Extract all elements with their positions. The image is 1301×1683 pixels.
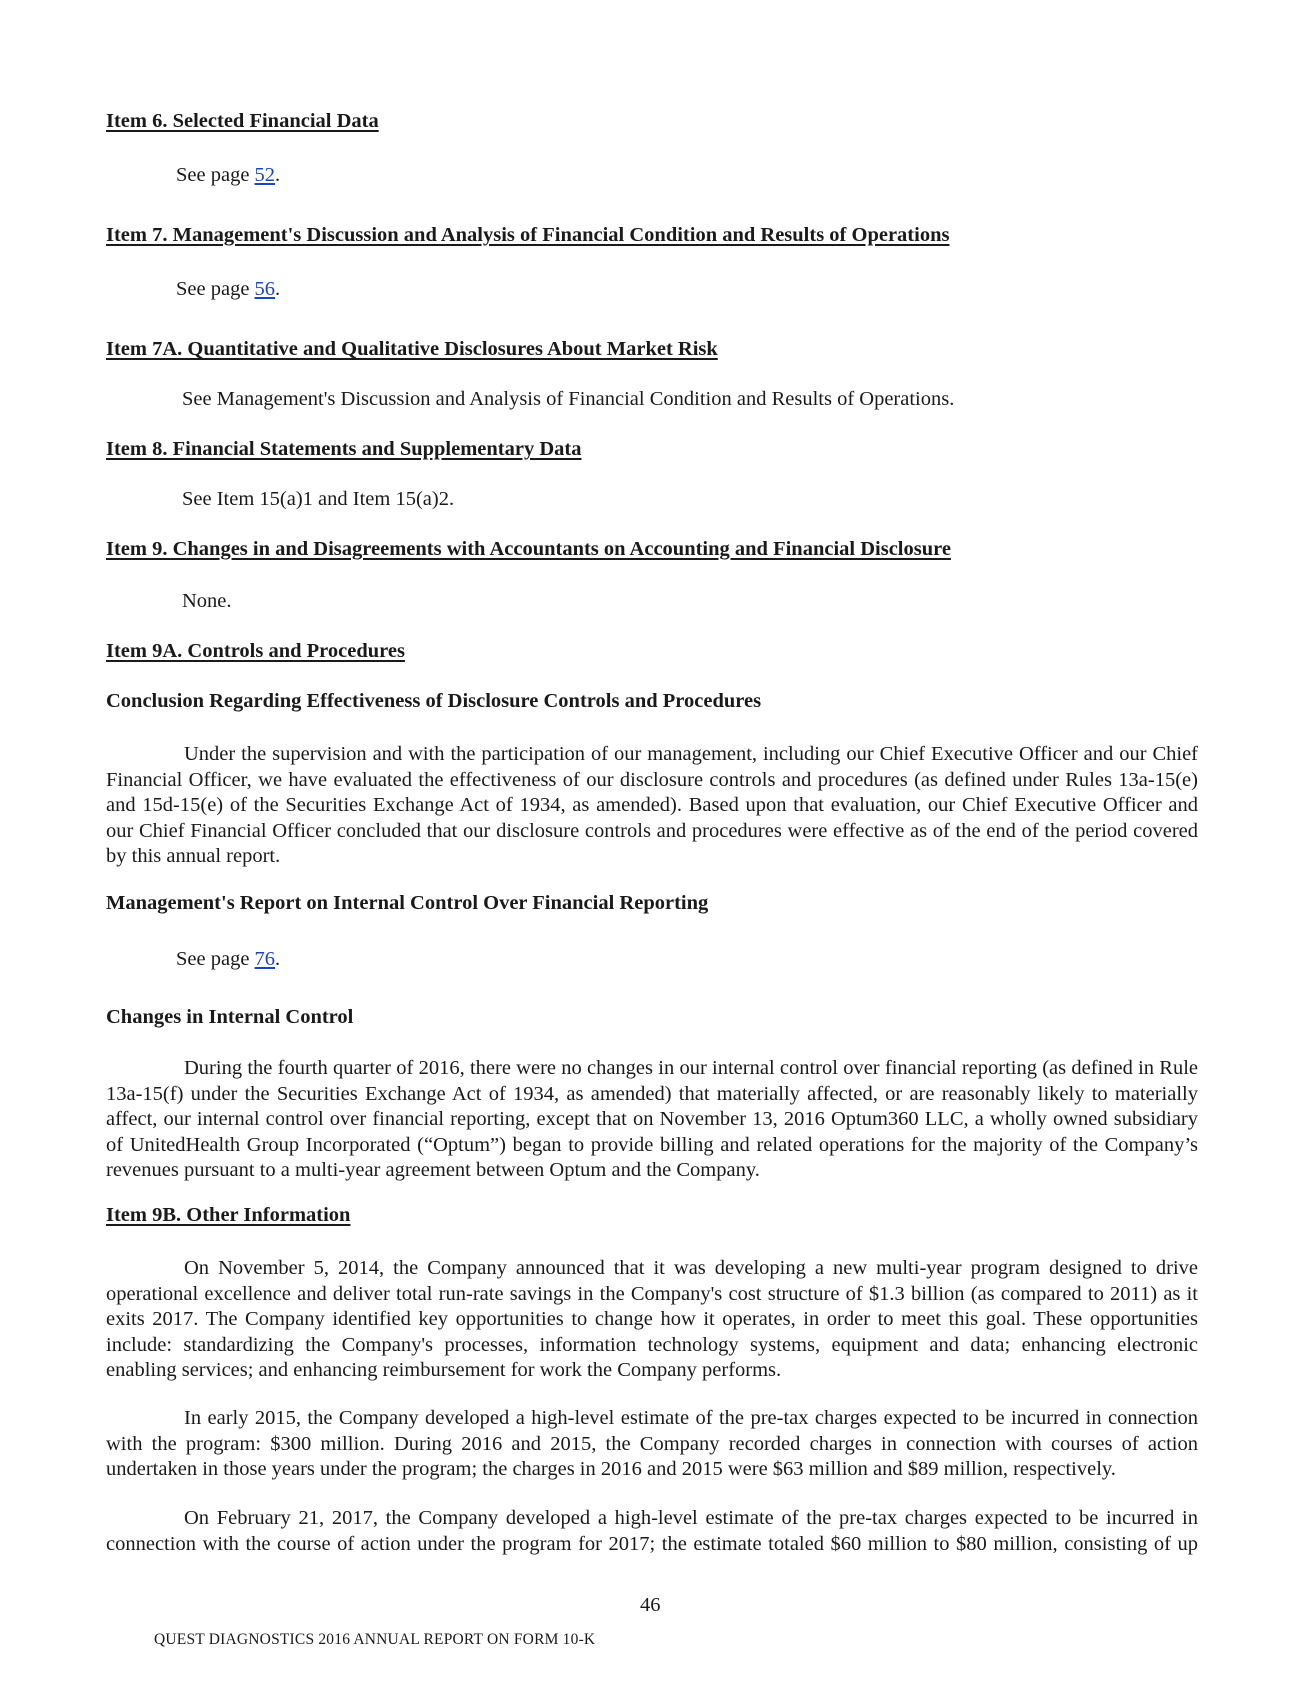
conclusion-paragraph: Under the supervision and with the participation of our management, including our Chief Executive Officer and our Chief Financial Officer, we have evaluated the effectiveness of our disclosure controls and procedures (as defined under Rules 13a-15(e) and 15d-15(e) of the Securities Exchange Act of 1934, as amended). Based upon that evaluation, our Chief Executive Officer and our Chief Financial Officer concluded that our disclosure controls and procedures were effective as of the end of the period covered by this annual report. — [106, 743, 1198, 867]
item7a-heading: Item 7A. Quantitative and Qualitative Disclosures About Market Risk — [106, 338, 718, 360]
changes-heading: Changes in Internal Control — [106, 1006, 354, 1028]
item6-see-prefix: See page — [176, 164, 255, 186]
item8-heading: Item 8. Financial Statements and Supplementary Data — [106, 438, 582, 460]
item9b-paragraph-2: In early 2015, the Company developed a high-level estimate of the pre-tax charges expected to be incurred in connection with the program: $300 million. During 2016 and 2015, the Company recorded charges in connection with courses of action undertaken in those years under the program; the charges in 2016 and 2015 were $63 million and $89 million, respectively. — [106, 1407, 1198, 1480]
item7a-text: See Management's Discussion and Analysis of Financial Condition and Results of Operations. — [182, 388, 955, 410]
report-heading: Management's Report on Internal Control Over Financial Reporting — [106, 892, 709, 914]
item7-see-prefix: See page — [176, 278, 255, 300]
item6-heading: Item 6. Selected Financial Data — [106, 110, 379, 132]
footer-title: QUEST DIAGNOSTICS 2016 ANNUAL REPORT ON FORM 10-K — [154, 1631, 596, 1648]
item8-text: See Item 15(a)1 and Item 15(a)2. — [182, 488, 455, 510]
conclusion-heading: Conclusion Regarding Effectiveness of Disclosure Controls and Procedures — [106, 690, 762, 712]
page-number: 46 — [640, 1594, 661, 1616]
item7-see-page — [176, 278, 280, 301]
report-see-page — [176, 948, 280, 971]
item9b-heading: Item 9B. Other Information — [106, 1204, 351, 1226]
item7-suffix: . — [275, 278, 281, 300]
item9-heading: Item 9. Changes in and Disagreements with Accountants on Accounting and Financial Disclosure — [106, 538, 951, 560]
report-page-link[interactable]: 76 — [254, 948, 276, 970]
item9-text: None. — [182, 590, 232, 612]
item6-suffix: . — [275, 164, 281, 186]
item9a-heading: Item 9A. Controls and Procedures — [106, 640, 405, 662]
item9b-paragraph-1: On November 5, 2014, the Company announced that it was developing a new multi-year program designed to drive operational excellence and deliver total run-rate savings in the Company's cost structure of $1.3 billion (as compared to 2011) as it exits 2017. The Company identified key opportunities to change how it operates, in order to meet this goal. These opportunities include: standardizing the Company's processes, information technology systems, equipment and data; enhancing electronic enabling services; and enhancing reimbursement for work the Company performs. — [106, 1257, 1198, 1381]
item7-heading: Item 7. Management's Discussion and Analysis of Financial Condition and Results of Operations — [106, 224, 950, 246]
item7-page-link[interactable]: 56 — [254, 278, 276, 300]
item6-page-link[interactable]: 52 — [254, 164, 276, 186]
report-suffix: . — [275, 948, 281, 970]
item9b-paragraph-3: On February 21, 2017, the Company developed a high-level estimate of the pre-tax charges expected to be incurred in connection with the course of action under the program for 2017; the estimate totaled $60 million to $80 million, consisting of up — [106, 1507, 1198, 1555]
report-see-prefix: See page — [176, 948, 255, 970]
item6-see-page — [176, 164, 280, 187]
changes-paragraph: During the fourth quarter of 2016, there were no changes in our internal control over financial reporting (as defined in Rule 13a-15(f) under the Securities Exchange Act of 1934, as amended) that materially affected, or are reasonably likely to materially affect, our internal control over financial reporting, except that on November 13, 2016 Optum360 LLC, a wholly owned subsidiary of UnitedHealth Group Incorporated (“Optum”) began to provide billing and related operations for the majority of the Company’s revenues pursuant to a multi-year agreement between Optum and the Company. — [106, 1057, 1198, 1181]
